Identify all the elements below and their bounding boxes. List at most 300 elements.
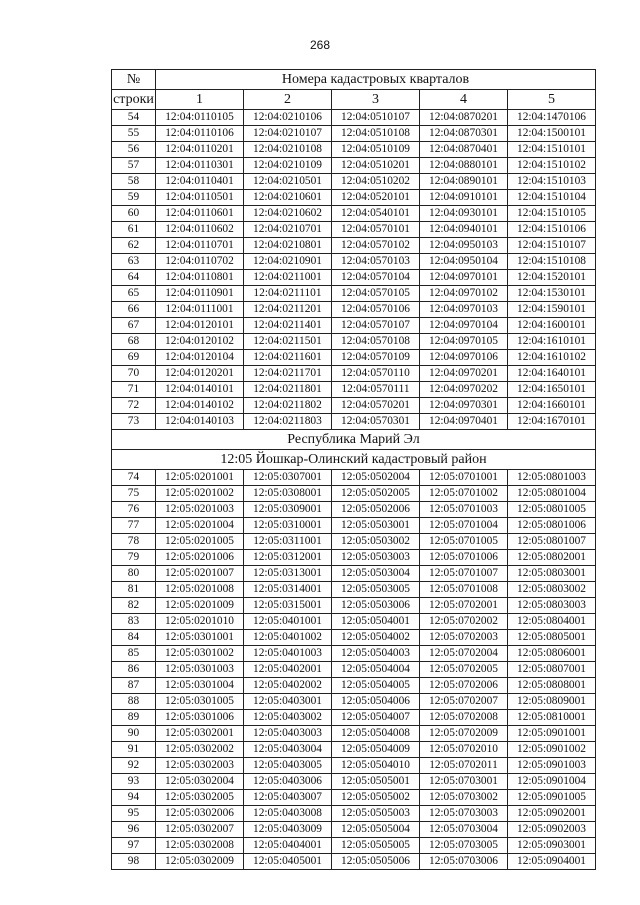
- row-number: 72: [112, 398, 156, 414]
- row-number: 91: [112, 742, 156, 758]
- cadastral-number: 12:04:0570111: [332, 382, 420, 398]
- cadastral-number: 12:05:0504005: [332, 678, 420, 694]
- cadastral-number: 12:05:0703006: [420, 854, 508, 870]
- table-row: [112, 854, 596, 870]
- row-number: 73: [112, 414, 156, 430]
- cadastral-number: 12:04:0970102: [420, 286, 508, 302]
- table-row: [112, 350, 596, 366]
- cadastral-number: 12:05:0504004: [332, 662, 420, 678]
- table-row: [112, 238, 596, 254]
- cadastral-number: 12:05:0807001: [508, 662, 596, 678]
- cadastral-number: 12:04:0870301: [420, 126, 508, 142]
- row-number: 71: [112, 382, 156, 398]
- cadastral-number: 12:04:0570103: [332, 254, 420, 270]
- cadastral-number: 12:05:0808001: [508, 678, 596, 694]
- row-number: 67: [112, 318, 156, 334]
- cadastral-number: 12:04:0510107: [332, 110, 420, 126]
- cadastral-number: 12:04:1530101: [508, 286, 596, 302]
- cadastral-number: 12:04:0870401: [420, 142, 508, 158]
- cadastral-number: 12:04:0890101: [420, 174, 508, 190]
- row-number: 86: [112, 662, 156, 678]
- cadastral-number: 12:04:0210901: [244, 254, 332, 270]
- cadastral-number: 12:05:0302005: [156, 790, 244, 806]
- cadastral-number: 12:05:0402001: [244, 662, 332, 678]
- cadastral-number: 12:05:0801004: [508, 486, 596, 502]
- cadastral-number: 12:05:0901001: [508, 726, 596, 742]
- cadastral-number: 12:05:0701005: [420, 534, 508, 550]
- column-header-1: 1: [156, 90, 244, 110]
- cadastral-number: 12:04:0570102: [332, 238, 420, 254]
- cadastral-number: 12:04:0110901: [156, 286, 244, 302]
- cadastral-number: 12:04:0211801: [244, 382, 332, 398]
- table-row: [112, 534, 596, 550]
- cadastral-number: 12:05:0404001: [244, 838, 332, 854]
- table-body: [112, 70, 596, 870]
- cadastral-number: 12:05:0503004: [332, 566, 420, 582]
- row-number: 55: [112, 126, 156, 142]
- cadastral-number: 12:05:0310001: [244, 518, 332, 534]
- table-row: [112, 838, 596, 854]
- cadastral-number: 12:05:0702009: [420, 726, 508, 742]
- cadastral-number: 12:04:0210701: [244, 222, 332, 238]
- cadastral-number: 12:04:0970106: [420, 350, 508, 366]
- table-row: [112, 598, 596, 614]
- cadastral-number: 12:05:0505004: [332, 822, 420, 838]
- cadastral-number: 12:04:1590101: [508, 302, 596, 318]
- table-row: [112, 382, 596, 398]
- cadastral-number: 12:04:0570101: [332, 222, 420, 238]
- table-row: [112, 190, 596, 206]
- cadastral-number: 12:05:0804001: [508, 614, 596, 630]
- cadastral-number: 12:04:0970103: [420, 302, 508, 318]
- cadastral-number: 12:05:0505006: [332, 854, 420, 870]
- cadastral-number: 12:05:0403005: [244, 758, 332, 774]
- cadastral-number: 12:04:0570104: [332, 270, 420, 286]
- row-number: 60: [112, 206, 156, 222]
- cadastral-number: 12:04:1600101: [508, 318, 596, 334]
- cadastral-number: 12:05:0701006: [420, 550, 508, 566]
- cadastral-number: 12:05:0504010: [332, 758, 420, 774]
- row-number: 94: [112, 790, 156, 806]
- cadastral-number: 12:05:0505003: [332, 806, 420, 822]
- cadastral-number: 12:04:0940101: [420, 222, 508, 238]
- cadastral-number: 12:04:0211201: [244, 302, 332, 318]
- table-row: [112, 470, 596, 486]
- section-title: Республика Марий Эл: [112, 430, 596, 450]
- cadastral-number: 12:05:0401003: [244, 646, 332, 662]
- row-number: 95: [112, 806, 156, 822]
- cadastral-number: 12:04:0210602: [244, 206, 332, 222]
- cadastral-number: 12:05:0701004: [420, 518, 508, 534]
- cadastral-number: 12:05:0702007: [420, 694, 508, 710]
- cadastral-number: 12:05:0702002: [420, 614, 508, 630]
- subsection-title: 12:05 Йошкар-Олинский кадастровый район: [112, 450, 596, 470]
- cadastral-number: 12:04:0110702: [156, 254, 244, 270]
- cadastral-number: 12:05:0702011: [420, 758, 508, 774]
- cadastral-number: 12:04:0520101: [332, 190, 420, 206]
- cadastral-number: 12:04:0110602: [156, 222, 244, 238]
- cadastral-number: 12:04:0110601: [156, 206, 244, 222]
- table-row: [112, 678, 596, 694]
- cadastral-number: 12:04:0110701: [156, 238, 244, 254]
- table-row: [112, 486, 596, 502]
- cadastral-table: [111, 69, 596, 870]
- column-header-3: 3: [332, 90, 420, 110]
- cadastral-number: 12:04:0570109: [332, 350, 420, 366]
- table-row: [112, 726, 596, 742]
- row-number: 85: [112, 646, 156, 662]
- cadastral-number: 12:04:1510108: [508, 254, 596, 270]
- row-number: 62: [112, 238, 156, 254]
- cadastral-number: 12:05:0901003: [508, 758, 596, 774]
- cadastral-number: 12:04:0211803: [244, 414, 332, 430]
- cadastral-number: 12:04:0211101: [244, 286, 332, 302]
- row-number: 79: [112, 550, 156, 566]
- cadastral-number: 12:04:0110105: [156, 110, 244, 126]
- cadastral-number: 12:04:0570105: [332, 286, 420, 302]
- cadastral-number: 12:05:0301002: [156, 646, 244, 662]
- cadastral-number: 12:05:0201009: [156, 598, 244, 614]
- row-number: 68: [112, 334, 156, 350]
- cadastral-number: 12:04:0930101: [420, 206, 508, 222]
- cadastral-number: 12:05:0201008: [156, 582, 244, 598]
- table-row: [112, 662, 596, 678]
- cadastral-number: 12:04:0570108: [332, 334, 420, 350]
- cadastral-number: 12:05:0401001: [244, 614, 332, 630]
- row-number: 93: [112, 774, 156, 790]
- cadastral-number: 12:04:1510105: [508, 206, 596, 222]
- cadastral-number: 12:04:0110106: [156, 126, 244, 142]
- column-header-4: 4: [420, 90, 508, 110]
- cadastral-number: 12:05:0309001: [244, 502, 332, 518]
- row-number: 74: [112, 470, 156, 486]
- row-number: 80: [112, 566, 156, 582]
- cadastral-number: 12:04:0120102: [156, 334, 244, 350]
- cadastral-number: 12:04:1520101: [508, 270, 596, 286]
- cadastral-number: 12:05:0903001: [508, 838, 596, 854]
- cadastral-number: 12:05:0308001: [244, 486, 332, 502]
- cadastral-number: 12:04:0210501: [244, 174, 332, 190]
- cadastral-number: 12:04:1610101: [508, 334, 596, 350]
- cadastral-number: 12:04:0211601: [244, 350, 332, 366]
- cadastral-number: 12:04:0210107: [244, 126, 332, 142]
- cadastral-number: 12:04:0120101: [156, 318, 244, 334]
- cadastral-number: 12:05:0801006: [508, 518, 596, 534]
- cadastral-number: 12:05:0701001: [420, 470, 508, 486]
- cadastral-number: 12:04:0211701: [244, 366, 332, 382]
- cadastral-number: 12:05:0703003: [420, 806, 508, 822]
- cadastral-number: 12:04:0120104: [156, 350, 244, 366]
- cadastral-number: 12:05:0301004: [156, 678, 244, 694]
- cadastral-number: 12:05:0504001: [332, 614, 420, 630]
- section-title-row: [112, 430, 596, 450]
- row-number: 82: [112, 598, 156, 614]
- cadastral-number: 12:04:0211501: [244, 334, 332, 350]
- row-number: 66: [112, 302, 156, 318]
- cadastral-number: 12:04:0970101: [420, 270, 508, 286]
- table-row: [112, 518, 596, 534]
- cadastral-number: 12:05:0904001: [508, 854, 596, 870]
- row-number: 96: [112, 822, 156, 838]
- cadastral-number: 12:04:0110501: [156, 190, 244, 206]
- cadastral-number: 12:05:0801003: [508, 470, 596, 486]
- cadastral-number: 12:05:0403003: [244, 726, 332, 742]
- table-row: [112, 206, 596, 222]
- cadastral-number: 12:04:0211001: [244, 270, 332, 286]
- cadastral-number: 12:05:0201007: [156, 566, 244, 582]
- cadastral-number: 12:04:1500101: [508, 126, 596, 142]
- cadastral-number: 12:04:0910101: [420, 190, 508, 206]
- cadastral-number: 12:05:0701002: [420, 486, 508, 502]
- table-row: [112, 398, 596, 414]
- cadastral-number: 12:04:0970401: [420, 414, 508, 430]
- cadastral-number: 12:04:0110301: [156, 158, 244, 174]
- cadastral-number: 12:04:0970105: [420, 334, 508, 350]
- cadastral-number: 12:05:0201002: [156, 486, 244, 502]
- row-number: 98: [112, 854, 156, 870]
- cadastral-number: 12:04:0140103: [156, 414, 244, 430]
- cadastral-number: 12:05:0302004: [156, 774, 244, 790]
- table-row: [112, 254, 596, 270]
- table-row: [112, 334, 596, 350]
- cadastral-number: 12:04:0540101: [332, 206, 420, 222]
- cadastral-number: 12:05:0201001: [156, 470, 244, 486]
- table-row: [112, 710, 596, 726]
- cadastral-number: 12:05:0809001: [508, 694, 596, 710]
- cadastral-number: 12:04:0510108: [332, 126, 420, 142]
- cadastral-number: 12:04:0140101: [156, 382, 244, 398]
- cadastral-number: 12:04:0870201: [420, 110, 508, 126]
- table-row: [112, 742, 596, 758]
- row-number: 92: [112, 758, 156, 774]
- cadastral-number: 12:05:0505002: [332, 790, 420, 806]
- table-row: [112, 318, 596, 334]
- row-number: 56: [112, 142, 156, 158]
- cadastral-number: 12:04:0210801: [244, 238, 332, 254]
- cadastral-number: 12:04:1510102: [508, 158, 596, 174]
- cadastral-number: 12:04:0510109: [332, 142, 420, 158]
- cadastral-number: 12:05:0405001: [244, 854, 332, 870]
- cadastral-number: 12:05:0701007: [420, 566, 508, 582]
- cadastral-number: 12:04:1650101: [508, 382, 596, 398]
- table-row: [112, 614, 596, 630]
- cadastral-number: 12:05:0702003: [420, 630, 508, 646]
- cadastral-number: 12:05:0302001: [156, 726, 244, 742]
- cadastral-number: 12:05:0803001: [508, 566, 596, 582]
- row-number: 76: [112, 502, 156, 518]
- cadastral-number: 12:04:0570301: [332, 414, 420, 430]
- row-number: 54: [112, 110, 156, 126]
- cadastral-number: 12:05:0806001: [508, 646, 596, 662]
- table-row: [112, 174, 596, 190]
- cadastral-number: 12:04:1670101: [508, 414, 596, 430]
- row-number: 70: [112, 366, 156, 382]
- cadastral-number: 12:05:0503003: [332, 550, 420, 566]
- cadastral-number: 12:04:0570106: [332, 302, 420, 318]
- cadastral-number: 12:04:0570110: [332, 366, 420, 382]
- cadastral-number: 12:05:0801005: [508, 502, 596, 518]
- cadastral-number: 12:04:0120201: [156, 366, 244, 382]
- cadastral-number: 12:05:0403006: [244, 774, 332, 790]
- cadastral-number: 12:05:0403008: [244, 806, 332, 822]
- cadastral-number: 12:05:0505005: [332, 838, 420, 854]
- row-number: 69: [112, 350, 156, 366]
- cadastral-number: 12:04:0140102: [156, 398, 244, 414]
- cadastral-number: 12:05:0902003: [508, 822, 596, 838]
- table-row: [112, 566, 596, 582]
- cadastral-number: 12:04:0570201: [332, 398, 420, 414]
- cadastral-number: 12:05:0504009: [332, 742, 420, 758]
- table-row: [112, 366, 596, 382]
- cadastral-number: 12:05:0302002: [156, 742, 244, 758]
- cadastral-number: 12:04:0210108: [244, 142, 332, 158]
- table-row: [112, 502, 596, 518]
- cadastral-number: 12:05:0302009: [156, 854, 244, 870]
- cadastral-number: 12:05:0301003: [156, 662, 244, 678]
- row-number: 89: [112, 710, 156, 726]
- row-number: 90: [112, 726, 156, 742]
- cadastral-number: 12:05:0301006: [156, 710, 244, 726]
- cadastral-number: 12:05:0502004: [332, 470, 420, 486]
- table-row: [112, 270, 596, 286]
- cadastral-number: 12:04:0510202: [332, 174, 420, 190]
- row-number: 57: [112, 158, 156, 174]
- cadastral-number: 12:05:0504008: [332, 726, 420, 742]
- table-row: [112, 630, 596, 646]
- row-number: 58: [112, 174, 156, 190]
- cadastral-number: 12:05:0201006: [156, 550, 244, 566]
- cadastral-number: 12:04:0210106: [244, 110, 332, 126]
- cadastral-number: 12:04:0110201: [156, 142, 244, 158]
- cadastral-number: 12:05:0403001: [244, 694, 332, 710]
- cadastral-number: 12:05:0402002: [244, 678, 332, 694]
- cadastral-number: 12:05:0702001: [420, 598, 508, 614]
- cadastral-number: 12:04:0510201: [332, 158, 420, 174]
- cadastral-number: 12:05:0703004: [420, 822, 508, 838]
- cadastral-number: 12:05:0301005: [156, 694, 244, 710]
- cadastral-number: 12:05:0901002: [508, 742, 596, 758]
- cadastral-number: 12:05:0703005: [420, 838, 508, 854]
- row-number: 84: [112, 630, 156, 646]
- cadastral-number: 12:04:1510103: [508, 174, 596, 190]
- cadastral-number: 12:05:0902001: [508, 806, 596, 822]
- cadastral-number: 12:05:0803003: [508, 598, 596, 614]
- column-header-5: 5: [508, 90, 596, 110]
- column-header-2: 2: [244, 90, 332, 110]
- cadastral-number: 12:05:0313001: [244, 566, 332, 582]
- cadastral-number: 12:05:0703001: [420, 774, 508, 790]
- row-number: 59: [112, 190, 156, 206]
- table-row: [112, 582, 596, 598]
- cadastral-number: 12:05:0701008: [420, 582, 508, 598]
- cadastral-number: 12:04:0970201: [420, 366, 508, 382]
- cadastral-number: 12:05:0502005: [332, 486, 420, 502]
- row-number: 88: [112, 694, 156, 710]
- cadastral-number: 12:05:0302006: [156, 806, 244, 822]
- cadastral-number: 12:04:1510107: [508, 238, 596, 254]
- cadastral-number: 12:05:0403004: [244, 742, 332, 758]
- cadastral-number: 12:05:0802001: [508, 550, 596, 566]
- row-number: 77: [112, 518, 156, 534]
- cadastral-number: 12:05:0810001: [508, 710, 596, 726]
- cadastral-number: 12:04:0970202: [420, 382, 508, 398]
- cadastral-number: 12:04:0570107: [332, 318, 420, 334]
- cadastral-number: 12:04:0211802: [244, 398, 332, 414]
- cadastral-number: 12:05:0702010: [420, 742, 508, 758]
- cadastral-number: 12:04:0110801: [156, 270, 244, 286]
- table-row: [112, 550, 596, 566]
- cadastral-number: 12:05:0701003: [420, 502, 508, 518]
- cadastral-number: 12:04:0970301: [420, 398, 508, 414]
- cadastral-number: 12:05:0503006: [332, 598, 420, 614]
- cadastral-number: 12:05:0302007: [156, 822, 244, 838]
- table-row: [112, 758, 596, 774]
- cadastral-number: 12:04:0880101: [420, 158, 508, 174]
- cadastral-number: 12:04:1510104: [508, 190, 596, 206]
- table-row: [112, 286, 596, 302]
- table-row: [112, 142, 596, 158]
- cadastral-number: 12:05:0312001: [244, 550, 332, 566]
- group-title: Номера кадастровых кварталов: [156, 70, 596, 90]
- table-row: [112, 222, 596, 238]
- cadastral-number: 12:05:0302003: [156, 758, 244, 774]
- cadastral-number: 12:05:0503001: [332, 518, 420, 534]
- cadastral-number: 12:05:0503002: [332, 534, 420, 550]
- cadastral-number: 12:05:0201003: [156, 502, 244, 518]
- cadastral-number: 12:04:1660101: [508, 398, 596, 414]
- cadastral-number: 12:05:0901004: [508, 774, 596, 790]
- table-row: [112, 302, 596, 318]
- cadastral-number: 12:05:0703002: [420, 790, 508, 806]
- row-label-header: №: [112, 70, 156, 90]
- table-row: [112, 694, 596, 710]
- cadastral-number: 12:05:0403007: [244, 790, 332, 806]
- cadastral-number: 12:04:0110401: [156, 174, 244, 190]
- cadastral-number: 12:05:0504006: [332, 694, 420, 710]
- cadastral-number: 12:04:0211401: [244, 318, 332, 334]
- cadastral-number: 12:05:0502006: [332, 502, 420, 518]
- cadastral-number: 12:05:0314001: [244, 582, 332, 598]
- row-number: 97: [112, 838, 156, 854]
- table-row: [112, 126, 596, 142]
- row-number: 75: [112, 486, 156, 502]
- cadastral-number: 12:05:0301001: [156, 630, 244, 646]
- cadastral-number: 12:05:0702008: [420, 710, 508, 726]
- row-number: 83: [112, 614, 156, 630]
- cadastral-number: 12:05:0403009: [244, 822, 332, 838]
- header-row-1: [112, 70, 596, 90]
- row-number: 64: [112, 270, 156, 286]
- cadastral-number: 12:05:0201010: [156, 614, 244, 630]
- table-row: [112, 774, 596, 790]
- table-row: [112, 414, 596, 430]
- page-number: 268: [309, 38, 331, 52]
- row-number: 65: [112, 286, 156, 302]
- cadastral-number: 12:04:0111001: [156, 302, 244, 318]
- cadastral-number: 12:05:0504007: [332, 710, 420, 726]
- cadastral-number: 12:05:0901005: [508, 790, 596, 806]
- cadastral-number: 12:05:0504002: [332, 630, 420, 646]
- cadastral-number: 12:04:0210109: [244, 158, 332, 174]
- cadastral-number: 12:05:0401002: [244, 630, 332, 646]
- cadastral-number: 12:05:0315001: [244, 598, 332, 614]
- row-number: 81: [112, 582, 156, 598]
- cadastral-number: 12:05:0803002: [508, 582, 596, 598]
- cadastral-number: 12:05:0702006: [420, 678, 508, 694]
- row-number: 63: [112, 254, 156, 270]
- table-row: [112, 158, 596, 174]
- table-row: [112, 646, 596, 662]
